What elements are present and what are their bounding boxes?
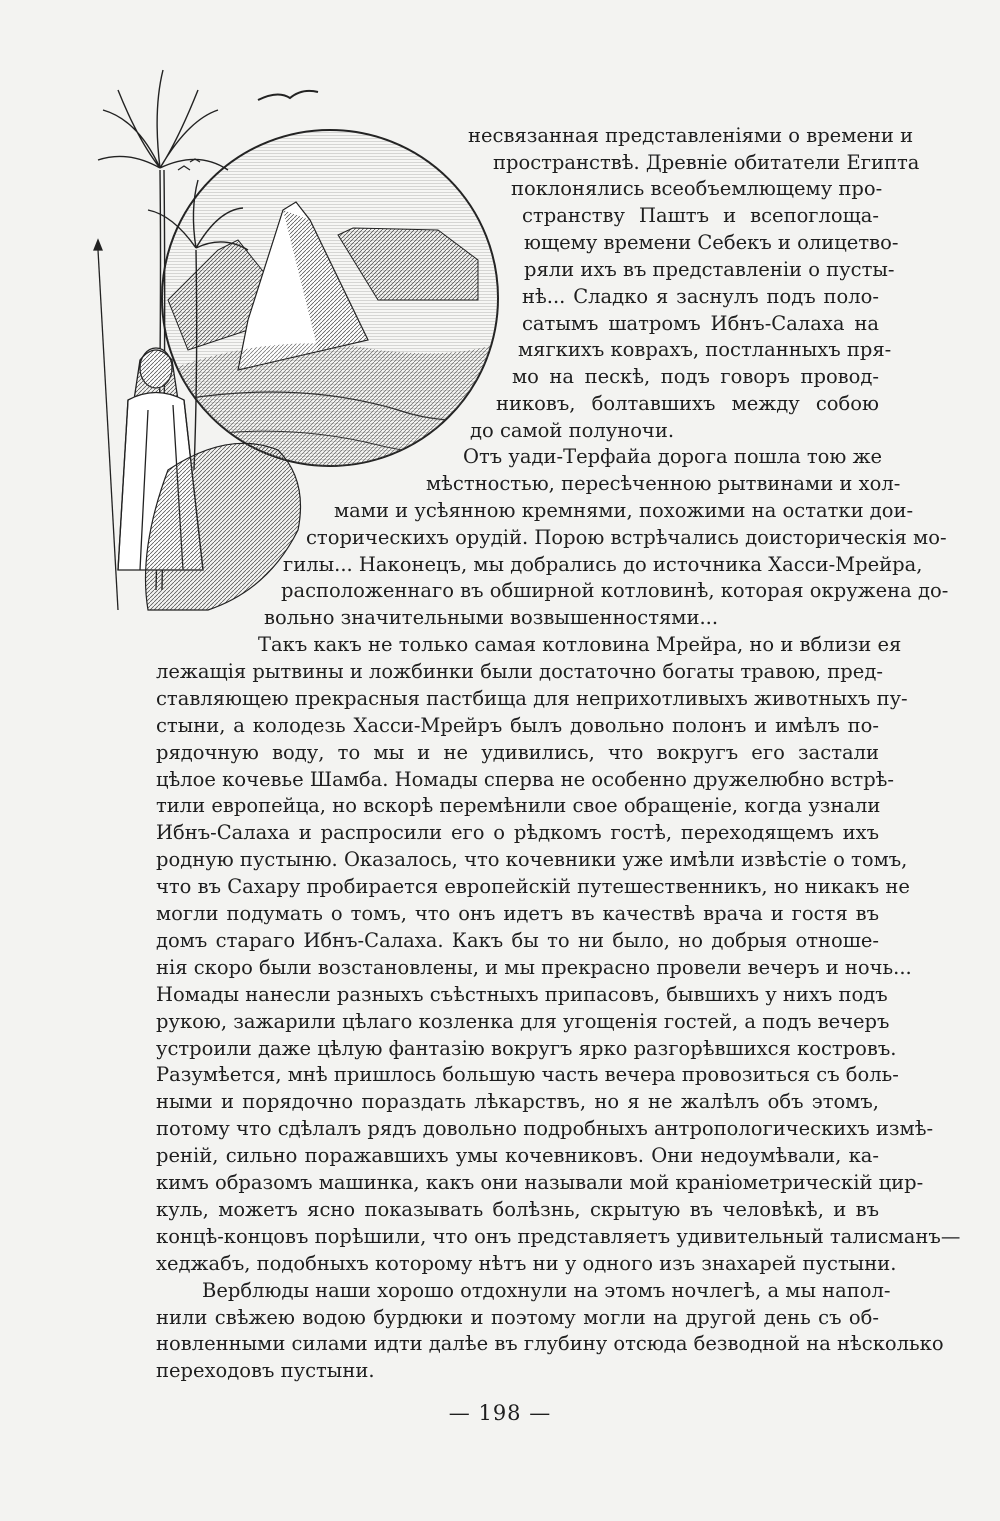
- text-line: мо на пескѣ, подъ говоръ провод-: [512, 365, 879, 388]
- text-line: куль, можетъ ясно показывать болѣзнь, скрытую въ человѣкѣ, и въ: [156, 1198, 879, 1221]
- text-line: Верблюды наши хорошо отдохнули на этомъ ночлегѣ, а мы напол-: [202, 1279, 891, 1302]
- text-line: концѣ-концовъ порѣшили, что онъ представляетъ удивительный талисманъ—: [156, 1225, 961, 1248]
- text-line: домъ стараго Ибнъ-Салаха. Какъ бы то ни было, но добрыя отноше-: [156, 929, 879, 952]
- text-line: рукою, зажарили цѣлаго козленка для угощенія гостей, а подъ вечеръ: [156, 1010, 890, 1033]
- text-line: мами и усѣянною кремнями, похожими на остатки дои-: [334, 499, 914, 522]
- text-line: пространствѣ. Древніе обитатели Египта: [493, 151, 920, 174]
- text-line: Ибнъ-Салаха и распросили его о рѣдкомъ гостѣ, переходящемъ ихъ: [156, 821, 879, 844]
- text-line: Номады нанесли разныхъ съѣстныхъ припасовъ, бывшихъ у нихъ подъ: [156, 983, 888, 1006]
- text-line: переходовъ пустыни.: [156, 1359, 375, 1382]
- text-line: странству Паштъ и всепоглоща-: [522, 204, 879, 227]
- text-line: несвязанная представленіями о времени и: [468, 124, 914, 147]
- desert-landscape-medallion: [158, 130, 508, 480]
- text-line: мѣстностью, пересѣченною рытвинами и хол-: [426, 472, 901, 495]
- text-line: новленными силами идти далѣе въ глубину отсюда безводной на нѣсколько: [156, 1332, 944, 1355]
- text-line: родную пустыню. Оказалось, что кочевники уже имѣли извѣстіе о томъ,: [156, 848, 908, 871]
- text-line: устроили даже цѣлую фантазію вокругъ ярко разгорѣвшихся костровъ.: [156, 1037, 897, 1060]
- text-line: гилы... Наконецъ, мы добрались до источника Хасси-Мрейра,: [283, 553, 923, 576]
- text-line: тили европейца, но вскорѣ перемѣнили свое обращеніе, когда узнали: [156, 794, 881, 817]
- text-line: рядочную воду, то мы и не удивились, что вокругъ его застали: [156, 741, 879, 764]
- text-line: никовъ, болтавшихъ между собою: [496, 392, 879, 415]
- text-line: ными и порядочно пораздать лѣкарствъ, но я не жалѣлъ объ этомъ,: [156, 1090, 879, 1113]
- text-line: хеджабъ, подобныхъ которому нѣтъ ни у одного изъ знахарей пустыни.: [156, 1252, 897, 1275]
- bird-drawing: [258, 91, 318, 100]
- text-line: до самой полуночи.: [470, 419, 675, 442]
- text-line: что въ Сахару пробирается европейскій путешественникъ, но никакъ не: [156, 875, 910, 898]
- text-line: ряли ихъ въ представленіи о пусты-: [524, 258, 895, 281]
- text-line: цѣлое кочевье Шамба. Номады сперва не особенно дружелюбно встрѣ-: [156, 768, 895, 791]
- text-line: кимъ образомъ машинка, какъ они называли мой краніометрическій цир-: [156, 1171, 924, 1194]
- page-number: — 198 —: [448, 1401, 552, 1425]
- text-line: могли подумать о томъ, что онъ идетъ въ качествѣ врача и гостя въ: [156, 902, 879, 925]
- text-line: сатымъ шатромъ Ибнъ-Салаха на: [522, 312, 879, 335]
- text-line: реній, сильно поражавшихъ умы кочевниковъ. Они недоумѣвали, ка-: [156, 1144, 879, 1167]
- text-line: ющему времени Себекъ и олицетво-: [524, 231, 899, 254]
- text-line: сторическихъ орудій. Порою встрѣчались доисторическія мо-: [306, 526, 947, 549]
- text-line: лежащія рытвины и ложбинки были достаточно богаты травою, пред-: [156, 660, 883, 683]
- text-line: расположеннаго въ обширной котловинѣ, которая окружена до-: [281, 579, 949, 602]
- text-line: поклонялись всеобъемлющему про-: [511, 177, 883, 200]
- text-line: стыни, а колодезь Хасси-Мрейръ былъ довольно полонъ и имѣлъ по-: [156, 714, 879, 737]
- text-line: нія скоро были возстановлены, и мы прекрасно провели вечеръ и ночь...: [156, 956, 912, 979]
- text-line: нѣ... Сладко я заснулъ подъ поло-: [522, 285, 879, 308]
- text-line: вольно значительными возвышенностями...: [264, 606, 719, 629]
- text-line: ставляющею прекрасныя пастбища для неприхотливыхъ животныхъ пу-: [156, 687, 908, 710]
- text-line: Такъ какъ не только самая котловина Мрейра, но и вблизи ея: [258, 633, 902, 656]
- text-line: потому что сдѣлалъ рядъ довольно подробныхъ антропологическихъ измѣ-: [156, 1117, 934, 1140]
- text-line: Отъ уади-Терфайа дорога пошла тою же: [463, 445, 883, 468]
- text-line: нили свѣжею водою бурдюки и поэтому могли на другой день съ об-: [156, 1306, 879, 1329]
- text-line: мягкихъ коврахъ, постланныхъ пря-: [518, 338, 892, 361]
- text-line: Разумѣется, мнѣ пришлось большую часть вечера провозиться съ боль-: [156, 1063, 899, 1086]
